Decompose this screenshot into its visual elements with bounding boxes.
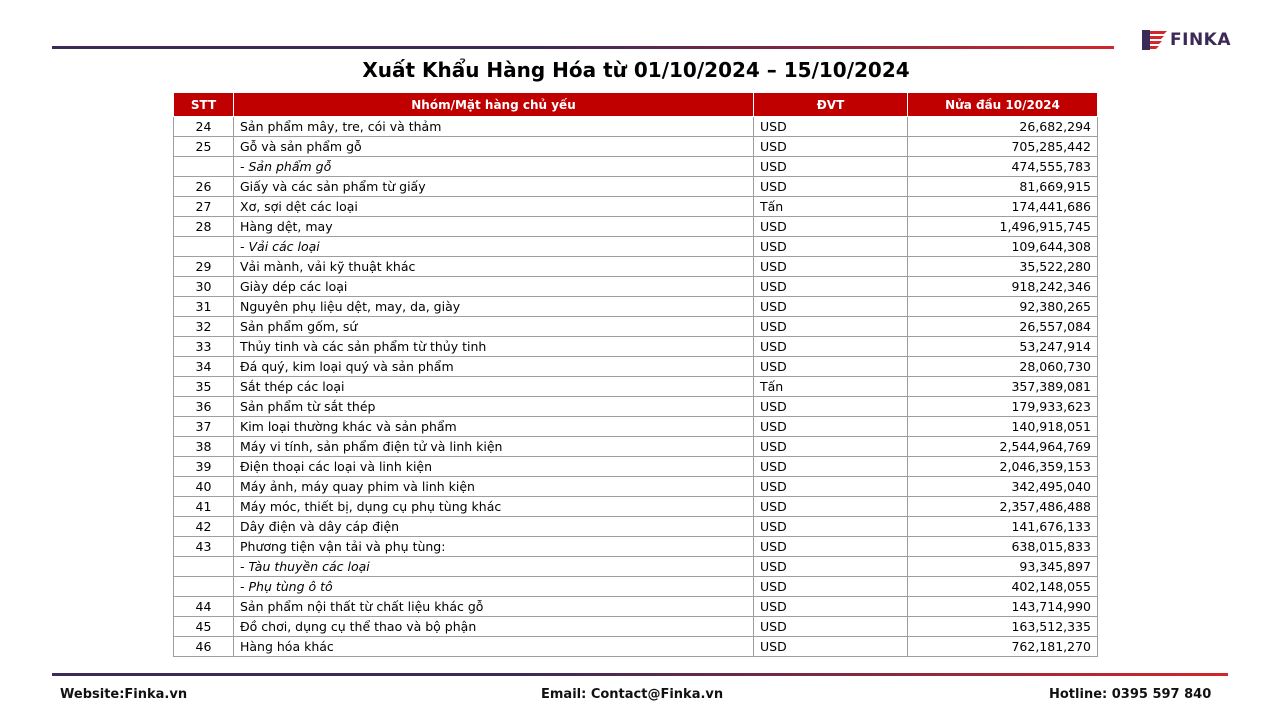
finka-flag-icon [1142,30,1168,50]
row-value: 92,380,265 [908,297,1098,317]
row-name: Hàng dệt, may [234,217,754,237]
row-stt: 30 [174,277,234,297]
row-value: 705,285,442 [908,137,1098,157]
row-value: 762,181,270 [908,637,1098,657]
row-unit: USD [754,337,908,357]
row-name: Thủy tinh và các sản phẩm từ thủy tinh [234,337,754,357]
row-name: Máy vi tính, sản phẩm điện tử và linh kiện [234,437,754,457]
row-value: 141,676,133 [908,517,1098,537]
column-header-stt: STT [174,93,234,117]
row-unit: USD [754,497,908,517]
row-name: Sản phẩm nội thất từ chất liệu khác gỗ [234,597,754,617]
table-row [174,477,1098,497]
row-stt: 32 [174,317,234,337]
row-name: Sắt thép các loại [234,377,754,397]
table-row [174,637,1098,657]
row-value: 2,046,359,153 [908,457,1098,477]
row-value: 143,714,990 [908,597,1098,617]
row-name: - Vải các loại [234,237,754,257]
row-unit: USD [754,217,908,237]
table-row [174,237,1098,257]
row-stt: 39 [174,457,234,477]
row-name: - Tàu thuyền các loại [234,557,754,577]
table-row [174,217,1098,237]
row-unit: USD [754,257,908,277]
row-unit: USD [754,537,908,557]
footer-website[interactable]: Website:Finka.vn [60,687,188,702]
row-value: 140,918,051 [908,417,1098,437]
footer-divider [52,673,1228,676]
row-value: 179,933,623 [908,397,1098,417]
row-value: 109,644,308 [908,237,1098,257]
row-unit: USD [754,557,908,577]
table-row [174,137,1098,157]
footer-email[interactable]: Email: Contact@Finka.vn [541,687,724,702]
table-row [174,397,1098,417]
table-row [174,117,1098,137]
row-unit: Tấn [754,377,908,397]
table-row [174,497,1098,517]
row-value: 342,495,040 [908,477,1098,497]
row-name: Sản phẩm mây, tre, cói và thảm [234,117,754,137]
row-stt: 29 [174,257,234,277]
column-header-group: Nhóm/Mặt hàng chủ yếu [234,93,754,117]
table-row [174,457,1098,477]
row-name: - Phụ tùng ô tô [234,577,754,597]
table-row [174,157,1098,177]
row-value: 81,669,915 [908,177,1098,197]
row-stt: 35 [174,377,234,397]
row-unit: USD [754,237,908,257]
table-row [174,577,1098,597]
row-unit: USD [754,637,908,657]
row-value: 163,512,335 [908,617,1098,637]
row-value: 2,357,486,488 [908,497,1098,517]
table-row [174,597,1098,617]
table-row [174,277,1098,297]
row-unit: USD [754,437,908,457]
row-unit: USD [754,397,908,417]
row-value: 1,496,915,745 [908,217,1098,237]
row-value: 357,389,081 [908,377,1098,397]
row-name: Đá quý, kim loại quý và sản phẩm [234,357,754,377]
row-unit: USD [754,157,908,177]
table-row [174,337,1098,357]
row-unit: USD [754,117,908,137]
row-name: - Sản phẩm gỗ [234,157,754,177]
row-name: Phương tiện vận tải và phụ tùng: [234,537,754,557]
table-row [174,617,1098,637]
row-name: Điện thoại các loại và linh kiện [234,457,754,477]
row-unit: USD [754,277,908,297]
row-stt [174,577,234,597]
column-header-value: Nửa đầu 10/2024 [908,93,1098,117]
row-unit: USD [754,137,908,157]
row-stt: 37 [174,417,234,437]
row-unit: USD [754,457,908,477]
table-row [174,177,1098,197]
table-row [174,437,1098,457]
row-stt: 24 [174,117,234,137]
row-unit: USD [754,357,908,377]
row-value: 28,060,730 [908,357,1098,377]
row-stt: 25 [174,137,234,157]
row-unit: USD [754,297,908,317]
table-row [174,417,1098,437]
row-value: 918,242,346 [908,277,1098,297]
row-stt [174,557,234,577]
row-stt: 31 [174,297,234,317]
table-row [174,197,1098,217]
table-row [174,357,1098,377]
row-name: Vải mành, vải kỹ thuật khác [234,257,754,277]
table-row [174,537,1098,557]
column-header-unit: ĐVT [754,93,908,117]
row-name: Đồ chơi, dụng cụ thể thao và bộ phận [234,617,754,637]
logo-text: FINKA [1170,30,1231,50]
row-value: 35,522,280 [908,257,1098,277]
row-name: Xơ, sợi dệt các loại [234,197,754,217]
export-table [173,92,1098,657]
row-value: 53,247,914 [908,337,1098,357]
row-unit: Tấn [754,197,908,217]
row-stt: 34 [174,357,234,377]
row-value: 2,544,964,769 [908,437,1098,457]
header-divider [52,46,1114,49]
row-unit: USD [754,517,908,537]
table-body [174,117,1098,657]
table-row [174,517,1098,537]
row-unit: USD [754,617,908,637]
row-stt: 33 [174,337,234,357]
row-value: 638,015,833 [908,537,1098,557]
row-name: Máy móc, thiết bị, dụng cụ phụ tùng khác [234,497,754,517]
row-value: 26,682,294 [908,117,1098,137]
row-stt: 28 [174,217,234,237]
row-name: Dây điện và dây cáp điện [234,517,754,537]
row-stt: 27 [174,197,234,217]
page-title: Xuất Khẩu Hàng Hóa từ 01/10/2024 – 15/10/2024 [362,58,910,82]
row-stt: 45 [174,617,234,637]
row-name: Máy ảnh, máy quay phim và linh kiện [234,477,754,497]
row-name: Sản phẩm gốm, sứ [234,317,754,337]
row-name: Nguyên phụ liệu dệt, may, da, giày [234,297,754,317]
row-value: 402,148,055 [908,577,1098,597]
row-value: 474,555,783 [908,157,1098,177]
row-stt: 46 [174,637,234,657]
row-name: Giấy và các sản phẩm từ giấy [234,177,754,197]
row-value: 93,345,897 [908,557,1098,577]
row-name: Gỗ và sản phẩm gỗ [234,137,754,157]
table-row [174,377,1098,397]
row-stt: 42 [174,517,234,537]
table-row [174,257,1098,277]
row-unit: USD [754,177,908,197]
row-stt: 36 [174,397,234,417]
row-stt [174,237,234,257]
row-unit: USD [754,477,908,497]
row-stt: 38 [174,437,234,457]
row-name: Hàng hóa khác [234,637,754,657]
row-unit: USD [754,577,908,597]
row-stt: 40 [174,477,234,497]
row-unit: USD [754,317,908,337]
row-stt: 41 [174,497,234,517]
table-row [174,317,1098,337]
row-stt: 44 [174,597,234,617]
row-stt: 26 [174,177,234,197]
row-unit: USD [754,597,908,617]
row-stt [174,157,234,177]
row-name: Kim loại thường khác và sản phẩm [234,417,754,437]
row-value: 174,441,686 [908,197,1098,217]
table-header-row [174,93,1098,117]
finka-logo [1142,28,1231,52]
row-name: Giày dép các loại [234,277,754,297]
row-value: 26,557,084 [908,317,1098,337]
row-stt: 43 [174,537,234,557]
table-row [174,557,1098,577]
footer-hotline: Hotline: 0395 597 840 [1049,687,1212,702]
row-unit: USD [754,417,908,437]
row-name: Sản phẩm từ sắt thép [234,397,754,417]
table-row [174,297,1098,317]
